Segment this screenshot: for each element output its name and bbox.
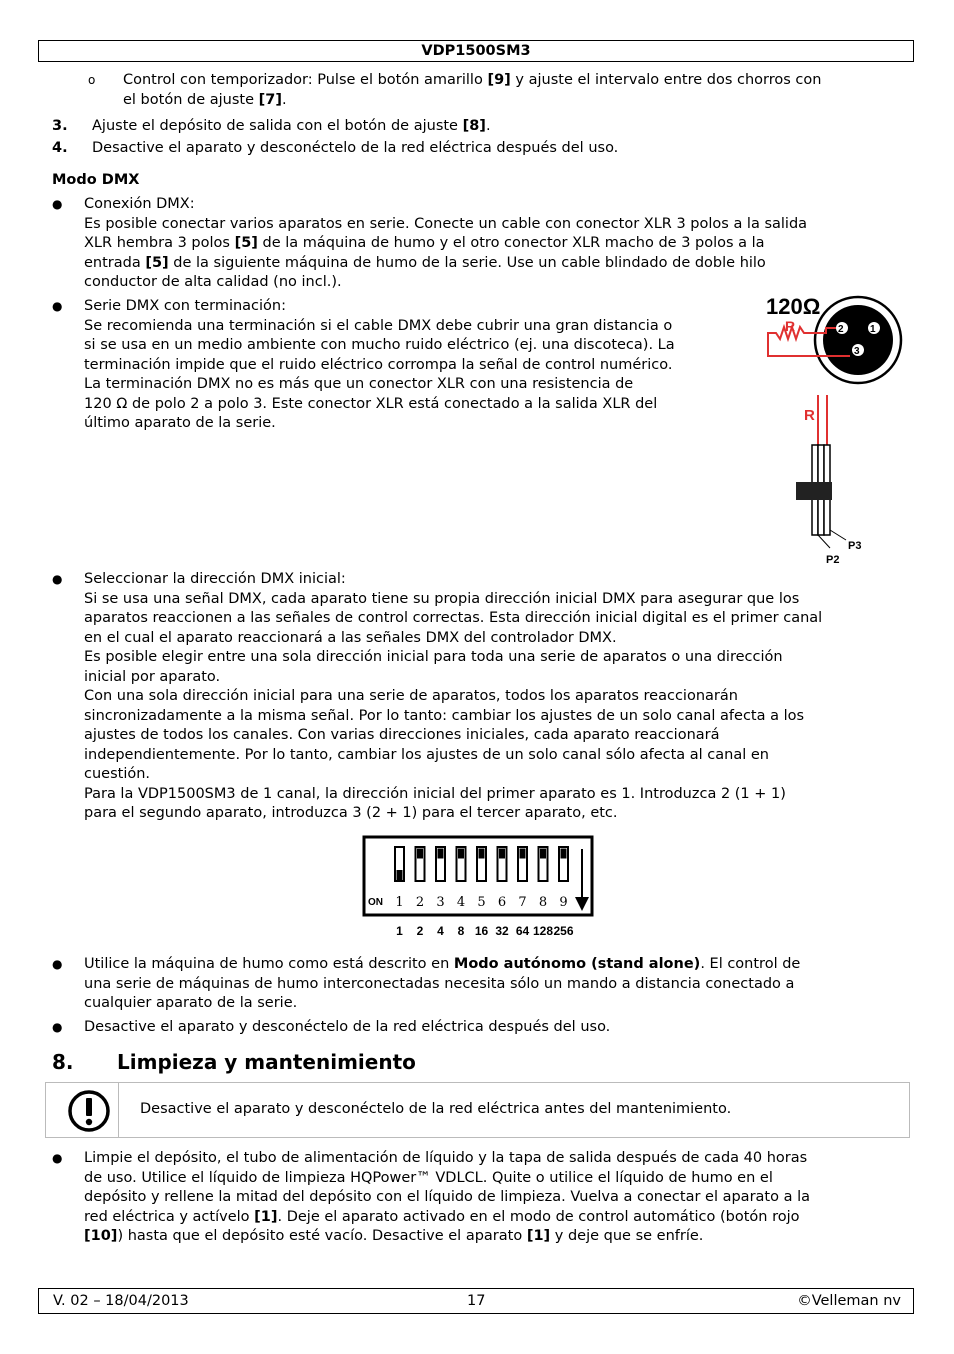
connector-body (796, 482, 832, 500)
step-3-text: Ajuste el depósito de salida con el botón de ajuste [8]. (92, 118, 491, 134)
footer-page-number: 17 (467, 1293, 486, 1309)
dip-number: 7 (518, 895, 527, 910)
dip-on-label: ON (368, 897, 383, 908)
footer-copyright: ©Velleman nv (797, 1293, 901, 1309)
dmx-address-block: Seleccionar la dirección DMX inicial: Si se usa una señal DMX, cada aparato tiene su propia dirección inicial DMX para asegurar que los aparatos reaccionen a las señales de control correctas. Esta dirección inicial digital es el primer canal en el cual el aparato reaccionará a las señales DMX del controlador DMX. Es posible elegir entre una sola dirección inicial para toda una serie de aparatos o una dirección inicial por aparato. Con una sola dirección inicial para una serie de aparatos, todos los aparatos reaccionarán sincronizadamente a la misma señal. Por lo tanto: cambiar los ajustes de un solo canal afecta a los ajustes de todos los canales. Con varias direcciones iniciales, cada aparato reaccionará independientemente. Por lo tanto, cambiar los ajustes de un solo canal sólo afecta al canal en cuestión. Para la VDP1500SM3 de 1 canal, la dirección inicial del primer aparato es 1. Introduzca 2 (1 + 1) para el segundo aparato, introduzca 3 (2 + 1) para el tercer aparato, etc. (84, 571, 823, 821)
dip-lever (520, 849, 526, 859)
dip-value: 64 (515, 924, 530, 938)
sub-bullet: o (88, 73, 96, 87)
dip-lever (561, 849, 567, 859)
bullet-dot: ● (52, 957, 63, 971)
header-title: VDP1500SM3 (421, 43, 531, 59)
page-footer (38, 1288, 914, 1314)
dmx-connection-block: Conexión DMX: Es posible conectar varios aparatos en serie. Conecte un cable con conector XLR 3 polos a la salida XLR hembra 3 polos [5] de la máquina de humo y el otro conector XLR macho de 3 polos a la entrada [5] de la siguiente máquina de humo de la serie. Use un cable blindado de doble hilo conductor de alta calidad (no incl.). (84, 196, 808, 290)
resistor-label-top: R (785, 318, 796, 334)
p3-label: P3 (848, 540, 862, 552)
ohm-label: 120Ω (766, 294, 821, 319)
footer-version: V. 02 – 18/04/2013 (53, 1293, 189, 1309)
section-8-title: Limpieza y mantenimiento (117, 1050, 416, 1074)
dip-lever (458, 849, 464, 859)
exclamation-icon (67, 1089, 111, 1133)
step-4-text: Desactive el aparato y desconéctelo de la red eléctrica después del uso. (92, 140, 619, 156)
dip-number: 8 (538, 895, 548, 910)
dip-number: 6 (497, 895, 507, 910)
warning-box (45, 1082, 910, 1138)
dip-lever (479, 849, 485, 859)
dmx-termination-block: Serie DMX con terminación: Se recomienda una terminación si el cable DMX debe cubrir una gran distancia o si se usa en un medio ambiente con mucho ruido eléctrico (ej. una discoteca). La terminación impide que el ruido eléctrico corrompa la señal de control numérico. La terminación DMX no es más que un conector XLR con una resistencia de 120 Ω de polo 2 a polo 3. Este conector XLR está conectado a la salida XLR del último aparato de la serie. (84, 298, 675, 431)
dip-value: 1 (396, 924, 403, 938)
p3-pointer (830, 530, 846, 540)
dip-lever (540, 849, 546, 859)
step-4-number: 4. (52, 140, 68, 156)
dip-number: 3 (436, 895, 445, 910)
bullet-dot: ● (52, 299, 63, 313)
disconnect-note: Desactive el aparato y desconéctelo de la red eléctrica después del uso. (84, 1019, 611, 1035)
dip-value: 8 (457, 924, 465, 938)
dip-value: 2 (416, 924, 424, 938)
p2-pointer (818, 535, 830, 548)
dip-value: 128 (532, 924, 554, 938)
xlr-terminator-figure (760, 290, 910, 570)
section-8-number: 8. (52, 1050, 74, 1074)
dip-value: 32 (495, 924, 509, 938)
warning-divider (118, 1083, 119, 1137)
bullet-dot: ● (52, 572, 63, 586)
step-3-number: 3. (52, 118, 68, 134)
bullet-dot: ● (52, 1151, 63, 1165)
p2-label: P2 (826, 554, 840, 566)
dip-value: 16 (474, 924, 489, 938)
dip-number: 4 (456, 895, 466, 910)
dip-number: 9 (559, 895, 568, 910)
dip-number: 1 (395, 895, 404, 910)
dip-lever (499, 849, 505, 859)
bullet-dot: ● (52, 197, 63, 211)
bullet-dot: ● (52, 1020, 63, 1034)
dip-value: 4 (437, 924, 444, 938)
warning-text: Desactive el aparato y desconéctelo de la red eléctrica antes del mantenimiento. (140, 1101, 732, 1117)
xlr-face (823, 305, 893, 375)
dip-value: 256 (553, 924, 574, 938)
timer-line-1: Control con temporizador: Pulse el botón amarillo [9] y ajuste el intervalo entre dos chorros con (123, 72, 822, 88)
dmx-heading: Modo DMX (52, 172, 140, 188)
pin-3-label: 3 (854, 346, 860, 357)
dip-number: 2 (415, 895, 425, 910)
timer-line-2: el botón de ajuste [7]. (123, 92, 287, 108)
dip-number: 5 (477, 895, 486, 910)
cleaning-block: Limpie el depósito, el tubo de alimentación de líquido y la tapa de salida después de cada 40 horas de uso. Utilice el líquido de limpieza HQPower™ VDLCL. Quite o utilice el líquido de humo en el depósito y rellene la mitad del depósito con el líquido de limpieza. Vuelva a conectar el aparato a la red eléctrica y actívelo [1]. Deje el aparato activado en el modo de control automático (botón rojo [10]) hasta que el depósito esté vacío. Desactive el aparato [1] y deje que se enfríe. (84, 1150, 810, 1244)
pin-2-label: 2 (838, 324, 844, 335)
dip-lever (438, 849, 444, 859)
dip-switch-figure (362, 835, 598, 941)
dip-lever (397, 870, 403, 880)
page-header (38, 40, 914, 62)
dip-lever (417, 849, 423, 859)
resistor-label-side: R (804, 407, 815, 424)
standalone-block: Utilice la máquina de humo como está descrito en Modo autónomo (stand alone). El control de una serie de máquinas de humo interconectadas necesita sólo un mando a distancia conectado a cualquier aparato de la serie. (84, 956, 801, 1011)
pin-1-label: 1 (870, 324, 876, 335)
